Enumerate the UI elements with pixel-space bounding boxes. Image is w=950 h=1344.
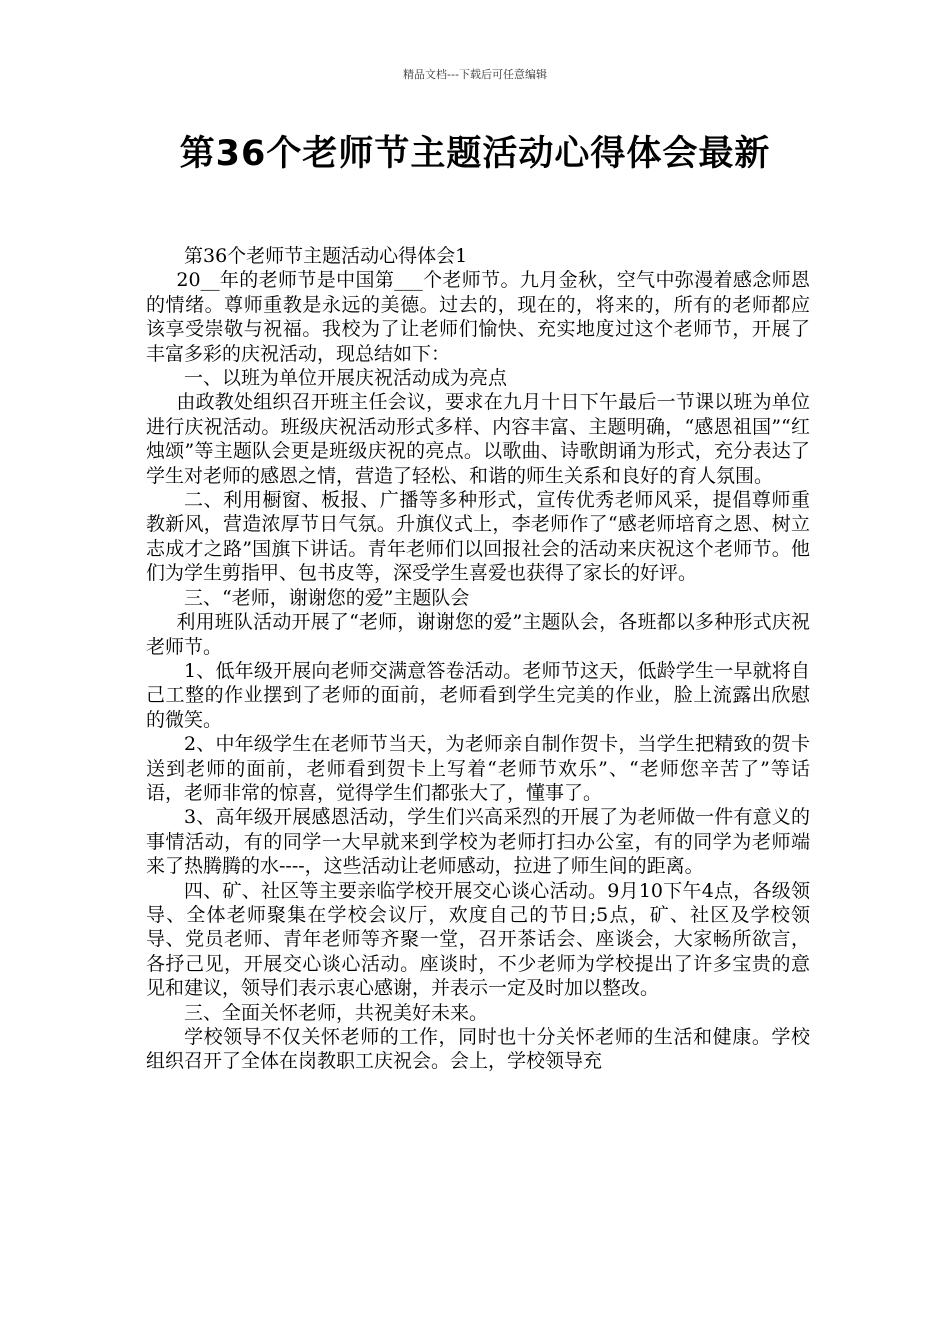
document-title: 第36个老师节主题活动心得体会最新 — [179, 134, 771, 174]
list-item: 2、中年级学生在老师节当天，为老师亲自制作贺卡，当学生把精致的贺卡送到老师的面前，老师看到贺卡上写着“老师节欢乐”、“老师您辛苦了”等话语，老师非常的惊喜，觉得学生们都张大了，懂事了。 — [146, 733, 810, 804]
body-paragraph: 由政教处组织召开班主任会议，要求在九月十日下午最后一节课以班为单位进行庆祝活动。班级庆祝活动形式多样、内容丰富、主题明确，“感恩祖国”“红烛颂”等主题队会更是班级庆祝的亮点。以歌曲、诗歌朗诵为形式，充分表达了学生对老师的感恩之情，营造了轻松、和谐的师生关系和良好的育人氛围。 — [146, 391, 810, 487]
list-item: 3、高年级开展感恩活动，学生们兴高采烈的开展了为老师做一件有意义的事情活动，有的同学一大早就来到学校为老师打扫办公室，有的同学为老师端来了热腾腾的水----，这些活动让老师感动，拉进了师生间的距离。 — [146, 806, 810, 878]
list-item: 1、低年级开展向老师交满意答卷活动。老师节这天，低龄学生一早就将自己工整的作业摆到了老师的面前，老师看到学生完美的作业，脸上流露出欣慰的微笑。 — [146, 659, 810, 731]
body-paragraph: 四、矿、社区等主要亲临学校开展交心谈心活动。9月10下午4点，各级领导、全体老师聚集在学校会议厅，欢度自己的节日;5点，矿、社区及学校领导、党员老师、青年老师等齐聚一堂，召开茶话会、座谈会，大家畅所欲言，各抒己见，开展交心谈心活动。座谈时，不少老师为学校提出了许多宝贵的意见和建议，领导们表示衷心感谢，并表示一定及时加以整改。 — [146, 879, 810, 1000]
document-body — [146, 244, 810, 1074]
header-note: 精品文档---下载后可任意编辑 — [403, 68, 547, 81]
section-heading: 一、以班为单位开展庆祝活动成为亮点 — [184, 367, 508, 390]
section-heading: 三、全面关怀老师，共祝美好未来。 — [184, 1001, 489, 1024]
body-paragraph: 二、利用橱窗、板报、广播等多种形式，宣传优秀老师风采，提倡尊师重教新风，营造浓厚节日气氛。升旗仪式上，李老师作了“感老师培育之恩、树立志成才之路”国旗下讲话。青年老师们以回报社会的活动来庆祝这个老师节。他们为学生剪指甲、包书皮等，深受学生喜爱也获得了家长的好评。 — [146, 489, 810, 585]
subtitle-paragraph: 第36个老师节主题活动心得体会1 — [184, 245, 468, 267]
body-paragraph: 学校领导不仅关怀老师的工作，同时也十分关怀老师的生活和健康。学校组织召开了全体在岗教职工庆祝会。会上，学校领导充 — [146, 1026, 810, 1073]
body-paragraph: 利用班队活动开展了“老师，谢谢您的爱”主题队会，各班都以多种形式庆祝老师节。 — [146, 611, 810, 658]
body-paragraph: 20__年的老师节是中国第___个老师节。九月金秋，空气中弥漫着感念师恩的情绪。尊师重教是永远的美德。过去的，现在的，将来的，所有的老师都应该享受崇敬与祝福。我校为了让老师们愉快、充实地度过这个老师节，开展了丰富多彩的庆祝活动，现总结如下： — [146, 269, 810, 365]
section-heading: 三、“老师，谢谢您的爱”主题队会 — [184, 586, 470, 609]
